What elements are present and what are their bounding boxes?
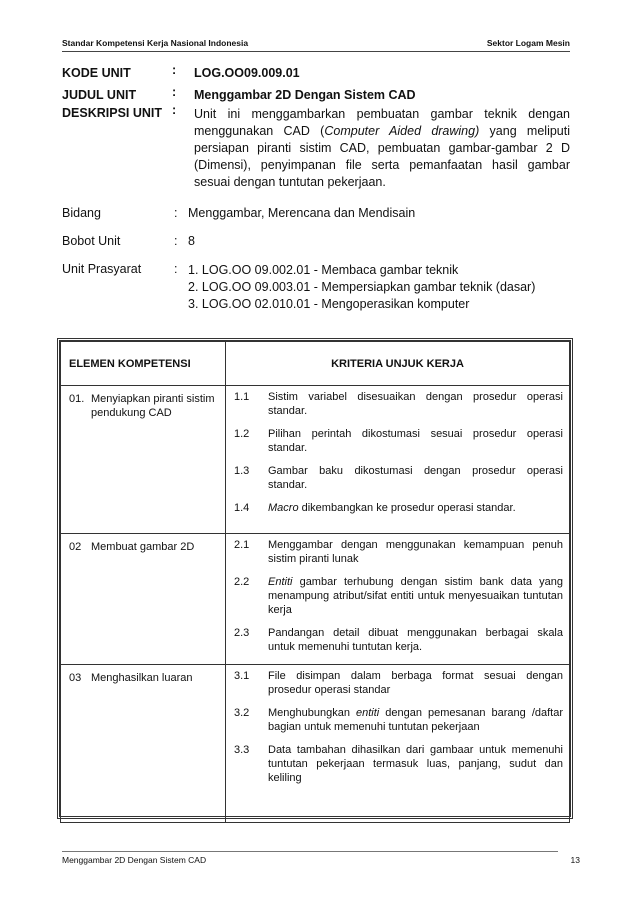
kriteria-item — [226, 743, 563, 785]
kriteria-number: 1.2 — [234, 428, 250, 440]
kriteria-item — [226, 575, 563, 617]
footer-title: Menggambar 2D Dengan Sistem CAD — [62, 855, 207, 865]
elemen-text: Membuat gambar 2D — [91, 541, 195, 553]
elemen-number: 02 — [69, 541, 82, 553]
prasyarat-list — [188, 262, 570, 313]
kriteria-number: 2.3 — [234, 627, 250, 639]
kriteria-cell — [226, 386, 570, 534]
colon: : — [172, 85, 177, 99]
kriteria-text — [268, 501, 563, 515]
elemen-cell — [61, 534, 226, 665]
kriteria-item — [226, 538, 563, 566]
kriteria-number: 2.2 — [234, 576, 250, 588]
table-row — [61, 386, 570, 534]
kriteria-number: 3.2 — [234, 707, 250, 719]
judul-unit-label: JUDUL UNIT — [62, 88, 137, 102]
kriteria-text: Sistim variabel disesuaikan dengan prosedur operasi standar. — [268, 391, 563, 417]
kriteria-number: 1.1 — [234, 391, 250, 403]
kriteria-text — [268, 706, 563, 734]
deskripsi-italic-text: Computer Aided drawing) — [324, 124, 480, 138]
colon: : — [172, 103, 177, 117]
kriteria-italic: Macro — [268, 502, 299, 514]
prasyarat-row — [62, 262, 570, 313]
header-sector: Sektor Logam Mesin — [486, 38, 570, 48]
kriteria-number: 3.3 — [234, 744, 250, 756]
prasyarat-item: 3. LOG.OO 02.010.01 - Mengoperasikan komputer — [188, 297, 470, 311]
bidang-row — [62, 206, 570, 220]
deskripsi-unit-value — [194, 106, 570, 191]
table-header-row — [61, 342, 570, 386]
elemen-text: Menghasilkan luaran — [91, 672, 193, 684]
header-standard-title: Standar Kompetensi Kerja Nasional Indonesia — [62, 38, 249, 48]
kriteria-number: 3.1 — [234, 670, 250, 682]
kriteria-item — [226, 464, 563, 492]
page-number: 13 — [570, 855, 580, 865]
unit-info — [62, 63, 571, 195]
table-row — [61, 534, 570, 665]
kriteria-number: 1.3 — [234, 465, 250, 477]
kriteria-item — [226, 427, 563, 455]
kriteria-text-rest: gambar terhubung dengan sistim bank data yang menampung atribut/sifat entiti untuk menyesuaikan tuntutan kerja — [268, 576, 563, 616]
elemen-number: 03 — [69, 672, 82, 684]
page-footer — [62, 855, 580, 865]
deskripsi-unit-label: DESKRIPSI UNIT — [62, 106, 163, 120]
kriteria-cell — [226, 534, 570, 665]
elemen-number: 01. — [69, 393, 85, 405]
kriteria-italic: entiti — [356, 707, 380, 719]
kriteria-number: 2.1 — [234, 539, 250, 551]
colon: : — [174, 206, 178, 220]
bobot-label: Bobot Unit — [62, 234, 121, 248]
elemen-text: Menyiapkan piranti sistim pendukung CAD — [91, 393, 215, 419]
kriteria-item — [226, 626, 563, 654]
colon: : — [174, 262, 178, 276]
deskripsi-text-end: yang meliputi persiapan piranti sistim CAD, pembuatan gambar-gambar 2 D (Dimensi), penyimpanan file serta pemanfaatan hasil gambar sesuai dengan tuntutan pekerjaan. — [194, 124, 571, 189]
elemen-cell — [61, 665, 226, 823]
prasyarat-item: 1. LOG.OO 09.002.01 - Membaca gambar teknik — [188, 263, 459, 277]
kriteria-text-pre: Menghubungkan — [268, 707, 356, 719]
elemen-cell — [61, 386, 226, 534]
table-row — [61, 665, 570, 823]
kriteria-item — [226, 390, 563, 418]
kode-unit-row — [62, 63, 570, 80]
column-header-elemen: ELEMEN KOMPETENSI — [61, 342, 226, 386]
kriteria-text: Pandangan detail dibuat menggunakan berbagai skala untuk memenuhi tuntutan kerja. — [268, 627, 563, 653]
kriteria-item — [226, 706, 563, 734]
deskripsi-text: Unit ini menggambarkan pembuatan gambar teknik dengan menggunakan CAD ( — [194, 107, 570, 138]
footer-divider — [62, 851, 558, 852]
judul-unit-value: Menggambar 2D Dengan Sistem CAD — [194, 88, 416, 102]
colon: : — [172, 63, 177, 77]
kode-unit-label: KODE UNIT — [62, 66, 131, 80]
competency-table — [57, 338, 573, 819]
bidang-label: Bidang — [62, 206, 101, 220]
prasyarat-label: Unit Prasyarat — [62, 262, 142, 276]
kriteria-number: 1.4 — [234, 502, 250, 514]
kriteria-item — [226, 669, 563, 697]
kriteria-text: File disimpan dalam berbaga format sesuai dengan prosedur operasi standar — [268, 670, 563, 696]
kriteria-cell — [226, 665, 570, 823]
kriteria-text: Data tambahan dihasilkan dari gambaar untuk memenuhi tuntutan pekerjaan termasuk luas, panjang, sudut dan keliling — [268, 744, 563, 784]
running-header — [62, 38, 570, 52]
kriteria-text: Gambar baku dikostumasi dengan prosedur operasi standar. — [268, 465, 563, 491]
kriteria-text: Pilihan perintah dikostumasi sesuai prosedur operasi standar. — [268, 428, 563, 454]
bobot-row — [62, 234, 570, 248]
kriteria-text-rest: dikembangkan ke prosedur operasi standar. — [298, 502, 516, 514]
colon: : — [174, 234, 178, 248]
kriteria-item — [226, 501, 563, 515]
judul-unit-row — [62, 85, 570, 102]
kode-unit-value: LOG.OO09.009.01 — [194, 66, 300, 80]
prasyarat-item: 2. LOG.OO 09.003.01 - Mempersiapkan gambar teknik (dasar) — [188, 280, 536, 294]
unit-meta — [62, 206, 570, 313]
kriteria-text: Menggambar dengan menggunakan kemampuan penuh sistim piranti lunak — [268, 539, 563, 565]
kriteria-text-rest: dengan pemesanan barang /daftar bagian untuk memenuhi tuntutan pekerjaan — [268, 707, 564, 733]
kriteria-text — [268, 575, 563, 617]
column-header-kriteria: KRITERIA UNJUK KERJA — [226, 342, 570, 386]
deskripsi-unit-row — [62, 103, 571, 191]
header-divider — [62, 51, 570, 52]
bobot-value: 8 — [188, 234, 195, 248]
kriteria-italic: Entiti — [268, 576, 293, 588]
bidang-value: Menggambar, Merencana dan Mendisain — [188, 206, 416, 220]
